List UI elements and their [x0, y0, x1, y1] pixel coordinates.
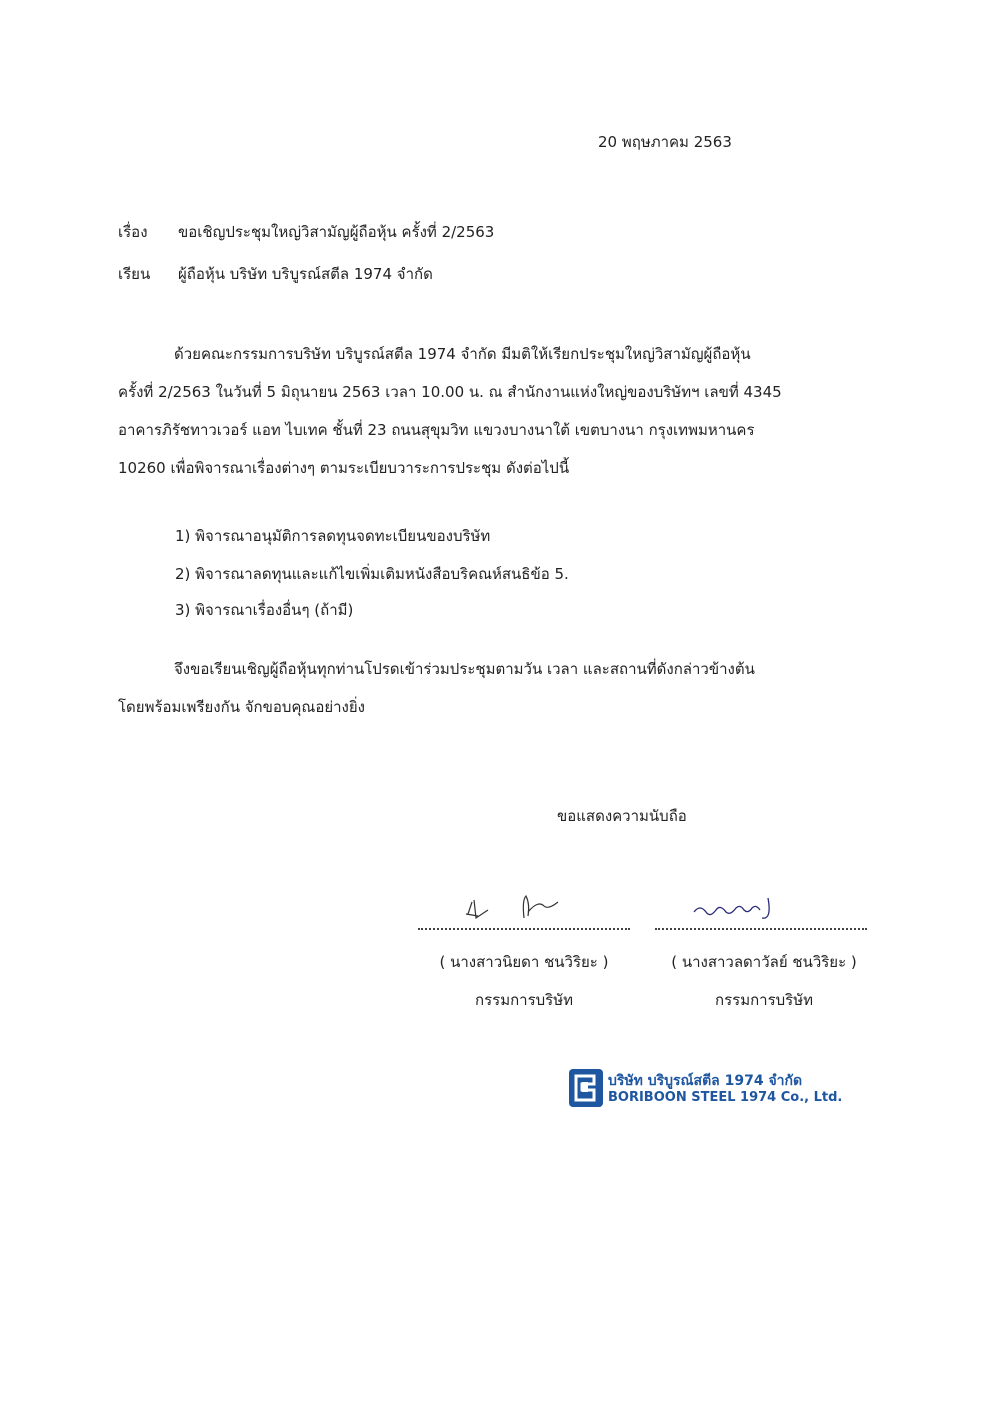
to-label: เรียน	[118, 265, 151, 283]
company-stamp	[568, 1068, 843, 1112]
body-line: ด้วยคณะกรรมการบริษัท บริบูรณ์สตีล 1974 จำกัด มีมติให้เรียกประชุมใหญ่วิสามัญผู้ถือหุ้น	[174, 345, 751, 363]
signature-line-2	[655, 928, 867, 930]
letter-date: 20 พฤษภาคม 2563	[598, 133, 732, 151]
signature-2	[690, 892, 810, 926]
closing-line: โดยพร้อมเพรียงกัน จักขอบคุณอย่างยิ่ง	[118, 698, 365, 716]
body-paragraph	[118, 335, 848, 487]
salutation: ขอแสดงความนับถือ	[557, 807, 687, 825]
signature-line-1	[418, 928, 630, 930]
body-line: อาคารภิรัชทาวเวอร์ แอท ไบเทค ชั้นที่ 23 ถนนสุขุมวิท แขวงบางนาใต้ เขตบางนา กรุงเทพมหานคร	[118, 421, 755, 439]
body-line: ครั้งที่ 2/2563 ในวันที่ 5 มิถุนายน 2563 เวลา 10.00 น. ณ สำนักงานแห่งใหญ่ของบริษัทฯ เลขที่ 4345	[118, 383, 782, 401]
body-line: 10260 เพื่อพิจารณาเรื่องต่างๆ ตามระเบียบวาระการประชุม ดังต่อไปนี้	[118, 459, 570, 477]
signatory-1-name: ( นางสาวนิยดา ชนวิริยะ )	[439, 953, 609, 971]
to-text: ผู้ถือหุ้น บริษัท บริบูรณ์สตีล 1974 จำกัด	[178, 265, 433, 283]
subject-text: ขอเชิญประชุมใหญ่วิสามัญผู้ถือหุ้น ครั้งที่ 2/2563	[178, 223, 495, 241]
company-logo-icon	[568, 1068, 604, 1108]
closing-paragraph	[118, 650, 848, 726]
agenda-item: 2) พิจารณาลดทุนและแก้ไขเพิ่มเติมหนังสือบริคณห์สนธิข้อ 5.	[175, 565, 569, 583]
closing-line: จึงขอเรียนเชิญผู้ถือหุ้นทุกท่านโปรดเข้าร่วมประชุมตามวัน เวลา และสถานที่ดังกล่าวข้างต้น	[174, 660, 755, 678]
subject-label: เรื่อง	[118, 223, 148, 241]
agenda-item: 1) พิจารณาอนุมัติการลดทุนจดทะเบียนของบริษัท	[175, 527, 491, 545]
stamp-name-en: BORIBOON STEEL 1974 Co., Ltd.	[608, 1090, 843, 1105]
signature-1	[462, 890, 582, 930]
signatory-2-title: กรรมการบริษัท	[715, 991, 813, 1009]
agenda-item: 3) พิจารณาเรื่องอื่นๆ (ถ้ามี)	[175, 601, 354, 619]
signatory-1-title: กรรมการบริษัท	[475, 991, 573, 1009]
stamp-name-th: บริษัท บริบูรณ์สตีล 1974 จำกัด	[608, 1073, 803, 1089]
signatory-2-name: ( นางสาวลดาวัลย์ ชนวิริยะ )	[671, 953, 857, 971]
